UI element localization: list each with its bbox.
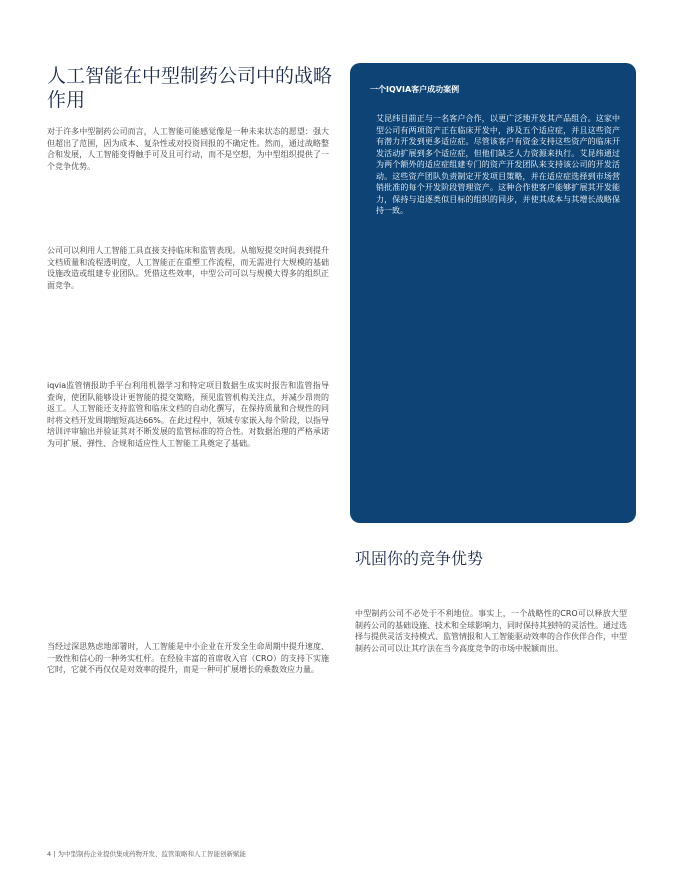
intro-paragraph: 对于许多中型制药公司而言，人工智能可能感觉像是一种未来状态的愿望：强大但超出了范围，因为成本、复杂性或对投资回报的不确定性。然而，通过战略整合和发展，人工智能变得触手可及且可行动，而不是空想，为中型组织提供了一个竞争优势。 [47, 127, 329, 171]
case-study-heading: 一个IQVIA客户成功案例 [370, 85, 460, 94]
regulatory-assistant-paragraph: iqvia监管情报助手平台利用机器学习和特定项目数据生成实时报告和监管指导查询，使团队能够设计更智能的提交策略，预见监管机构关注点，并减少昂贵的返工。人工智能还支持监管和临床文档的自动化撰写，在保持质量和合规性的同时将文档开发周期缩短高达66%。在此过程中，领域专家嵌入每个阶段，以指导培训评审输出并验证其对不断发展的监管标准的符合性。对数据治理的严格承诺为可扩展、弹性、合规和适应性人工智能工具奠定了基础。 [47, 381, 329, 448]
page-footer: 4 | 为中型制药企业提供集成药物开发、监管策略和人工智能创新赋能 [47, 850, 246, 858]
competitive-advantage-paragraph: 中型制药公司不必处于不利地位。事实上，一个战略性的CRO可以释放大型制药公司的基础设施、技术和全球影响力，同时保持其独特的灵活性。通过选择与提供灵活支持模式、监管情报和人工智能驱动效率的合作伙伴合作，中型制药公司可以让其疗法在当今高度竞争的市场中脱颖而出。 [355, 609, 627, 653]
competitive-advantage-title: 巩固你的竞争优势 [355, 549, 484, 568]
clinical-support-paragraph: 公司可以利用人工智能工具直接支持临床和监管表现。从缩短提交时间表到提升文档质量和流程透明度，人工智能正在重塑工作流程，而无需进行大规模的基础设施改造或组建专业团队。凭借这些效率，中型公司可以与规模大得多的组织正面竞争。 [47, 246, 329, 290]
case-study-body: 艾昆纬目前正与一名客户合作，以更广泛地开发其产品组合。这家中型公司有两项资产正在临床开发中，涉及五个适应症，并且这些资产有潜力开发到更多适应症。尽管该客户有资金支持这些资产的临床开发活动扩展到多个适应症，但他们缺乏人力资源来执行。艾昆纬通过为两个额外的适应症组建专门的资产开发团队来支持该公司的开发活动。这些资产团队负责制定开发项目策略，并在适应症选择到市场营销批准的每个开发阶段管理资产。这种合作使客户能够扩展其开发能力，保持与追逐类似目标的组织的同步，并使其成本与其增长战略保持一致。 [376, 114, 620, 215]
page-title: 人工智能在中型制药公司中的战略作用 [47, 65, 333, 111]
case-study-box [350, 63, 636, 523]
deployment-paragraph: 当经过深思熟虑地部署时，人工智能是中小企业在开发全生命周期中提升速度、一致性和信心的一种务实杠杆。在经验丰富的首席收入官（CRO）的支持下实施它时，它就不再仅仅是对效率的提升，而是一种可扩展增长的乘数效应力量。 [47, 642, 329, 674]
